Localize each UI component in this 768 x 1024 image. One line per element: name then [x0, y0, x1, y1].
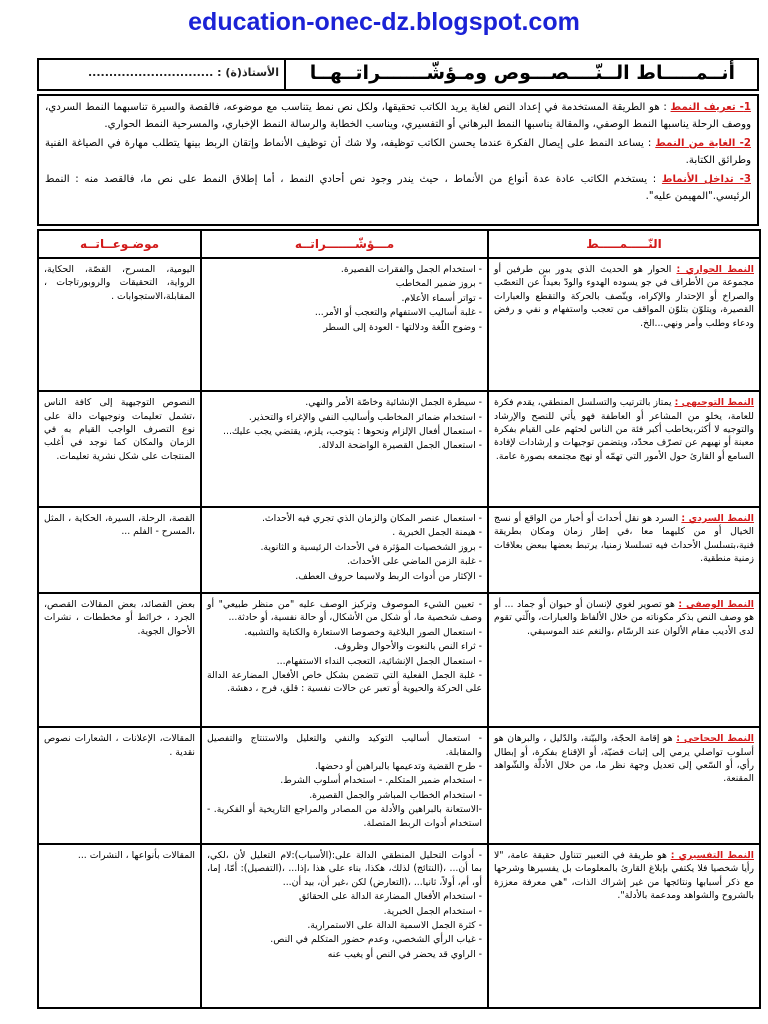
type-cell: [488, 258, 760, 391]
indicator-item: - بروز الشخصيات المؤثرة في الأحداث الرئيسية و الثانوية.: [260, 541, 482, 553]
definition-label: 3- تداخل الأنماط: [661, 174, 751, 185]
indicator-item: - أدوات التحليل المنطقي الدالة على:(الأسباب):لام التعليل لأن ،لكي، بما أن... ،(النتائج) لذلك، هكذا، بناء على هذا ،إذا... ،(التفصيل): أمّا، إما، أو، أم، أولاً، ثانيا... ،(التعارض) لكن ،غير أن، بيد أن...: [207, 850, 482, 888]
teacher-field: الأستاذ(ة) : ..............................: [87, 66, 279, 79]
indicator-item: - غياب الرأي الشخصي، وعدم حضور المتكلم في النص.: [270, 934, 482, 946]
indicator-item: - غلبة الزمن الماضي على الأحداث.: [347, 556, 482, 568]
indicators-cell: [201, 844, 488, 1008]
type-definition: السرد هو نقل أحداث أو أخبار من الواقع أو نسج الخيال أو من كليهما معا ،في إطار زمان ومكان بطريقة فنية،بتسلسل الأحداث فيه تسلسلا زمنيا، يرتبط بعضها ببعض بعلاقات زمنية منطقية.: [494, 512, 754, 565]
indicators-cell: [201, 258, 488, 391]
type-definition: هو طريقة في التعبير تتناول حقيقة عامة، "لا رأيا شخصيا فلا يكتفي بإبلاغ القارئ بالمعلومات بل يفسيرها وشرحها مع ذكر أسبابها ونتائجها من غير إشراك الذات، "هي معرفة معززة بالشروح والشواهد ومدعمة بالأدلة".: [494, 850, 754, 902]
indicator-item: - استعمال الصور البلاغية وخصوصا الاستعارة والكناية والتشبيه.: [244, 626, 482, 638]
definition-text: : هو الطريقة المستخدمة في إعداد النص لغاية يريد الكاتب تحقيقها، ولكل نص نمط يتناسب مع موضوعه، فالقصة والسيرة تناسبهما النمط السردي، ووصف الرحلة يناسبها النمط الوصفي، والمقالة يناسبها النمط البرهاني أو التفسيري، ويناسب الخطابة والرسالة النمط الإخباري، والمسرحية النمط الحواري.: [45, 102, 751, 130]
table-row: [38, 507, 760, 593]
indicator-item: - الراوي قد يحضر في النص أو يغيب عنه: [327, 948, 482, 960]
indicator-item: -الاستعانة بالبراهين والأدلة من المصادر والمراجع التاريخية أو الفكرية. - استخدام أدوات الربط المتصلة.: [207, 804, 482, 829]
table-row: [38, 844, 760, 1008]
indicator-item: - استخدام الجمل والفقرات القصيرة.: [340, 264, 482, 275]
table-row: [38, 391, 760, 507]
indicators-cell: [201, 391, 488, 507]
indicator-item: - غلبة الجمل الفعلية التي تتضمن بشكل خاص الأفعال المضارعة الدالة على الحركة والحيوية أو تعبر عن حالات نفسية : قلق، فرح ، دهشة.: [207, 670, 482, 695]
header-type: النّـــــمـــــط: [488, 230, 760, 258]
indicator-item: - استخدام الجمل الخبرية.: [383, 905, 482, 917]
header-topics: موضـوعــاتــه: [38, 230, 201, 258]
topics-cell: المقالات بأنواعها ، النشرات ...: [38, 844, 201, 1008]
topics-cell: القصة، الرحلة، السيرة، الحكاية ، المثل ،المسرح - الفلم ...: [38, 507, 201, 593]
type-name: النمط التوجيهي :: [674, 397, 754, 409]
definition-item: [45, 171, 751, 205]
indicator-item: - بروز ضمير المخاطب: [395, 278, 482, 290]
type-definition: هو تصوير لغوي لإنسان أو حيوان أو جماد ... أو هو وصف النص بذكر مكوناته من خلال الألفاظ والعبارات، والّتي تقوم لدى الأديب مقام الألوان عند الرسّام ،والنغم عند الموسيقي.: [494, 599, 754, 637]
definition-text: : يستخدم الكاتب عادة عدة أنواع من الأنماط ، حيث يندر وجود نص أحادي النمط ، أما إطلاق النمط على نص ما، فالقصد منه : النمط الرئيسي."المهيمن عليه".: [45, 174, 751, 202]
text-types-table: [37, 229, 761, 1009]
indicator-item: - طرح القضية وتدعيمها بالبراهين أو دحضها.: [314, 761, 482, 773]
type-definition: هو إقامة الحجّة، والبيّنة، والدّليل ، والبرهان هو أسلوب تواصلي يرمي إلى إثبات قضيّة، أو الإقناع بفكرة، أو إبطال رأي، أو السّعي إلى تعديل وجهة نظر ما، من خلال الأدلّة والشّواهد المقنعة.: [494, 733, 754, 785]
type-cell: [488, 593, 760, 727]
type-name: النمط الوصفي :: [678, 599, 754, 611]
type-cell: [488, 727, 760, 844]
type-name: النمط السردي :: [681, 512, 754, 524]
indicator-item: - استعمال أفعال الإلزام ونحوها : يتوجب، يلزم، يقتضي يجب عليك...: [223, 426, 482, 437]
table-row: [38, 593, 760, 727]
table-row: [38, 727, 760, 844]
topics-cell: النصوص التوجيهية إلى كافة الناس ،تشمل تعليمات ونوجيهات دالة على نوع التصرف الواجب القيام به في الزمان والمكان كما نوجد في أغلب المنتجات على شكل نشرية تعليمات.: [38, 391, 201, 507]
type-name: النمط الحواري :: [676, 264, 754, 275]
indicator-item: - وضوح اللّغة ودلالتها - العودة إلى السطر: [323, 321, 482, 333]
indicator-item: - تعيين الشيء الموصوف وتركيز الوصف عليه "من منظر طبيعي" أو وصف شخصية ما، أو شكل من الأشكال، أو حالة نفسية، أو حادثة...: [207, 599, 482, 624]
title-box: [37, 58, 759, 91]
indicator-item: - استعمال عنصر المكان والزمان الذي تجري فيه الأحداث.: [261, 512, 482, 524]
indicator-item: - غلبة أساليب الاستفهام والتعجب أو الأمر...: [314, 307, 482, 319]
header-indicators: مـــؤشّـــــــراتــه: [201, 230, 488, 258]
type-cell: [488, 844, 760, 1008]
definition-item: [45, 99, 751, 133]
type-name: النمط الحجاجي :: [676, 733, 754, 745]
type-definition: الحوار هو الحديث الذي يدور بين طرفين أو مجموعة من الأطراف في جو يسوده الهدوء والودّ بعيداً عن التعصّب والصراخ أو الإحتدار والإكراه، ويتّصف بالحركة والتقطع والعبارات القصيرة، ويتلوّن بتلوّن المواقف من تعجب واستفهام و نفي و رفض ودعاء وطلب وأمر ونهي...الخ.: [494, 264, 754, 329]
indicator-item: - ثراء النص بالنعوت والأحوال وظروف.: [334, 641, 482, 653]
indicator-item: - تواتر أسماء الأعلام.: [401, 292, 482, 304]
table-row: [38, 258, 760, 391]
definitions-box: [37, 94, 759, 226]
indicator-item: - استعمال أساليب التوكيد والنفي والتعليل والاستنتاج والتفصيل والمقابلة.: [207, 733, 482, 758]
indicator-item: - استخدام الخطاب المباشر والجمل القصيرة.: [309, 789, 482, 801]
definition-label: 1- تعريف النمط: [670, 102, 751, 113]
indicator-item: - استخدام الأفعال المضارعة الدالة على الحقائق: [299, 891, 482, 903]
type-name: النمط التفسيري :: [670, 850, 754, 862]
definition-item: [45, 135, 751, 169]
indicators-cell: [201, 727, 488, 844]
topics-cell: اليومية، المسرح، القصّة، الحكاية، الرواية، التحقيقات والروبورتاجات ، المقابلة،الاستجوابات .: [38, 258, 201, 391]
definition-text: : يساعد النمط على إيصال الفكرة عندما يحسن الكاتب توظيفه، ولا شك أن توظيف الأنماط وإتقان الربط بينها يتطلب مهارة في الصياغة الفنية وطرائق الكتابة.: [45, 138, 751, 166]
indicator-item: - الإكثار من أدوات الربط ولاسيما حروف العطف.: [295, 570, 482, 582]
indicator-item: - سيطرة الجمل الإنشائية وخاصّة الأمر والنهي.: [305, 397, 482, 409]
table-body: [38, 258, 760, 1008]
page-title: أنــمـــــاط الــنّــــصـــوص ومـؤشّـــــــراتــهــا: [309, 62, 735, 84]
indicator-item: - كثرة الجمل الاسمية الدالة على الاستمرارية.: [307, 920, 482, 932]
definition-label: 2- الغاية من النمط: [655, 138, 751, 149]
topics-cell: بعض القصائد، بعض المقالات القصص، الجرد ، خرائط أو مخططات ، نشرات الأحوال الجوية.: [38, 593, 201, 727]
type-cell: [488, 391, 760, 507]
topics-cell: المقالات، الإعلانات ، الشعارات نصوص نقدية .: [38, 727, 201, 844]
indicators-cell: [201, 593, 488, 727]
indicators-cell: [201, 507, 488, 593]
indicator-item: - استعمال الجمل الإنشائية، التعجب النداء الاستفهام...: [276, 655, 482, 667]
table-header-row: [38, 230, 760, 258]
indicator-item: - استعمال الجمل القصيرة الواضحة الدلالة.: [318, 440, 482, 452]
indicator-item: - استخدام ضمير المتكلم. - استخدام أسلوب الشرط.: [280, 775, 482, 787]
site-url: education-onec-dz.blogspot.com: [188, 8, 580, 36]
indicator-item: - هيمنة الجمل الخبرية .: [392, 527, 482, 539]
type-definition: يمتاز بالترتيب والتسلسل المنطقي، يقدم فكرة للعامة، يخلو من المشاعر أو العاطفة فهو يأتي للنصح والإرشاد والتوجيه لا أكثر،يخاطب أكبر فئة من الناس لحثهم على القيام بفكرة معينة أو نهيهم عن تصرّف محدّد، ويتضمن توجيهات و إرشادات لإفادة السامع أو القارئ حول الأمور التي تهمّه أو نهج مجتمعه بصورة عامة.: [494, 397, 754, 462]
title-divider: [284, 60, 286, 89]
type-cell: [488, 507, 760, 593]
indicator-item: - استخدام ضمائر المخاطب وأساليب النفي والإغراء والتحذير.: [248, 411, 482, 423]
